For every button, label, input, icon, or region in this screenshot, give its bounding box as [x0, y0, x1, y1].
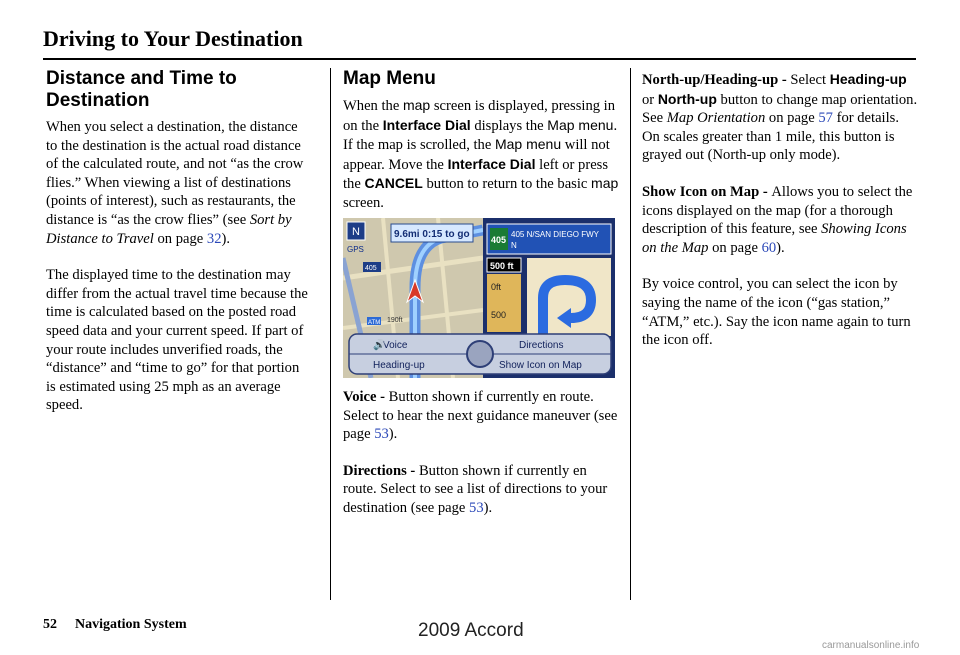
- text: . If the map is scrolled, the: [343, 117, 618, 154]
- page-number: 52: [43, 617, 57, 632]
- paragraph-distance: [46, 118, 308, 248]
- text: ).: [388, 426, 398, 443]
- text: When the: [343, 98, 403, 114]
- gps-label: GPS: [347, 245, 364, 254]
- paragraph-voice-control: By voice control, you can select the icon by saying the name of the icon (“gas station,” “ATM,” etc.). Say the icon name again to turn the icon off.: [642, 276, 911, 349]
- page-link-53[interactable]: 53: [469, 499, 484, 516]
- bar-label-zero: 0ft: [491, 282, 502, 292]
- text: Select: [790, 72, 830, 88]
- watermark: carmanualsonline.info: [822, 640, 920, 651]
- column-map-menu-buttons: [343, 388, 620, 536]
- interface-dial-icon: [467, 341, 493, 367]
- reference-title: Map Orientation: [666, 110, 766, 127]
- keyword: Map menu: [547, 116, 614, 133]
- term-label: Voice -: [343, 389, 389, 405]
- text: ).: [776, 239, 785, 256]
- keyword: map: [402, 97, 431, 113]
- route-name: 405 N/SAN DIEGO FWY: [511, 230, 600, 239]
- page-link-32[interactable]: 32: [206, 230, 222, 247]
- text: When you select a destination, the distance to the destination is the actual road distance of the calculated route, and not “as the crow flies.” When viewing a list of destinations (points of interest), such as restaurants, the distance is “as the crow flies” (see: [46, 119, 304, 228]
- page-header-title: Driving to Your Destination: [43, 26, 303, 51]
- paragraph-time: The displayed time to the destination may differ from the actual travel time because the time is calculated based on the posted road speed data and your current speed. If part of your route includes unverified roads, the “distance” and “time to go” for that portion is estimated using 25 mph as an average speed.: [46, 267, 308, 414]
- text: on page: [765, 110, 819, 127]
- paragraph-map-menu: [343, 96, 620, 213]
- keyword: Map menu: [494, 136, 562, 153]
- keyword: Heading-up: [829, 71, 907, 87]
- text: Button shown if currently en route. Select to hear the next guidance maneuver (see page: [343, 389, 618, 443]
- page-link-53[interactable]: 53: [374, 426, 389, 443]
- paragraph-voice: [343, 388, 620, 444]
- bar-label-500: 500: [491, 310, 507, 320]
- reference-title: Sort by Distance to Travel: [46, 211, 292, 247]
- term-label: Directions -: [343, 462, 419, 479]
- turn-distance: 500 ft: [490, 261, 514, 271]
- paragraph-show-icon: [642, 183, 920, 257]
- footer-title: Navigation System: [75, 617, 187, 632]
- keyword: North-up: [657, 90, 717, 107]
- paragraph-north-heading: [642, 70, 920, 165]
- column-divider: [630, 68, 631, 600]
- column-divider: [330, 68, 331, 600]
- section-heading-map-menu: Map Menu: [343, 68, 436, 89]
- text: or: [642, 91, 658, 108]
- text: Button shown if currently en route. Select to see a list of directions to your destination (see page: [343, 462, 608, 516]
- model-label: 2009 Accord: [418, 620, 524, 641]
- column-distance-time: [46, 68, 308, 433]
- text: screen is displayed, pressing in on the: [343, 98, 616, 134]
- paragraph-directions: [343, 462, 620, 518]
- term-label: Show Icon on Map -: [642, 183, 772, 200]
- column-map-menu: [343, 68, 620, 231]
- text: ).: [221, 230, 231, 247]
- text: displays the: [470, 117, 548, 134]
- keyword: Interface Dial: [447, 155, 536, 172]
- text: button to change map orientation. See: [642, 91, 918, 127]
- section-heading-distance-time: Distance and Time to Destination: [46, 68, 237, 111]
- screen-button-show-icon[interactable]: Show Icon on Map: [499, 360, 582, 371]
- screen-button-heading-up[interactable]: Heading-up: [373, 360, 425, 371]
- page-link-57[interactable]: 57: [818, 110, 833, 127]
- screen-button-directions[interactable]: Directions: [519, 340, 564, 351]
- map-route-shield: 405: [365, 265, 377, 272]
- term-label: North-up/Heading-up -: [642, 72, 791, 88]
- text: left or press the: [343, 156, 609, 193]
- text: on page: [708, 239, 762, 256]
- route-direction: N: [511, 241, 517, 250]
- text: for details. On scales greater than 1 mile, this button is grayed out (North-up only mode).: [642, 110, 899, 164]
- header-rule: [43, 58, 916, 60]
- text: Allows you to select the icons displayed on the map (for a thorough description of this feature, see: [642, 183, 913, 238]
- text: ).: [483, 499, 493, 516]
- text: button to return to the basic: [422, 176, 592, 193]
- compass-letter: N: [352, 226, 360, 238]
- page-link-60[interactable]: 60: [761, 239, 777, 256]
- reference-title: Showing Icons on the Map: [642, 221, 907, 256]
- route-shield: 405: [491, 235, 507, 245]
- speaker-icon: 🔊: [373, 340, 386, 351]
- screen-button-voice[interactable]: Voice: [383, 340, 408, 351]
- distance-time-readout: 9.6mi 0:15 to go: [394, 229, 470, 240]
- scale-label-190: 190ft: [387, 317, 403, 324]
- text: screen.: [343, 194, 384, 211]
- keyword: CANCEL: [364, 175, 423, 192]
- text: will not appear. Move the: [343, 137, 610, 173]
- map-menu-screenshot: [343, 218, 615, 378]
- atm-icon-label: ATM: [368, 320, 381, 326]
- keyword: Interface Dial: [382, 116, 471, 133]
- column-orientation: [642, 70, 920, 368]
- keyword: map: [591, 175, 619, 192]
- text: on page: [153, 230, 207, 247]
